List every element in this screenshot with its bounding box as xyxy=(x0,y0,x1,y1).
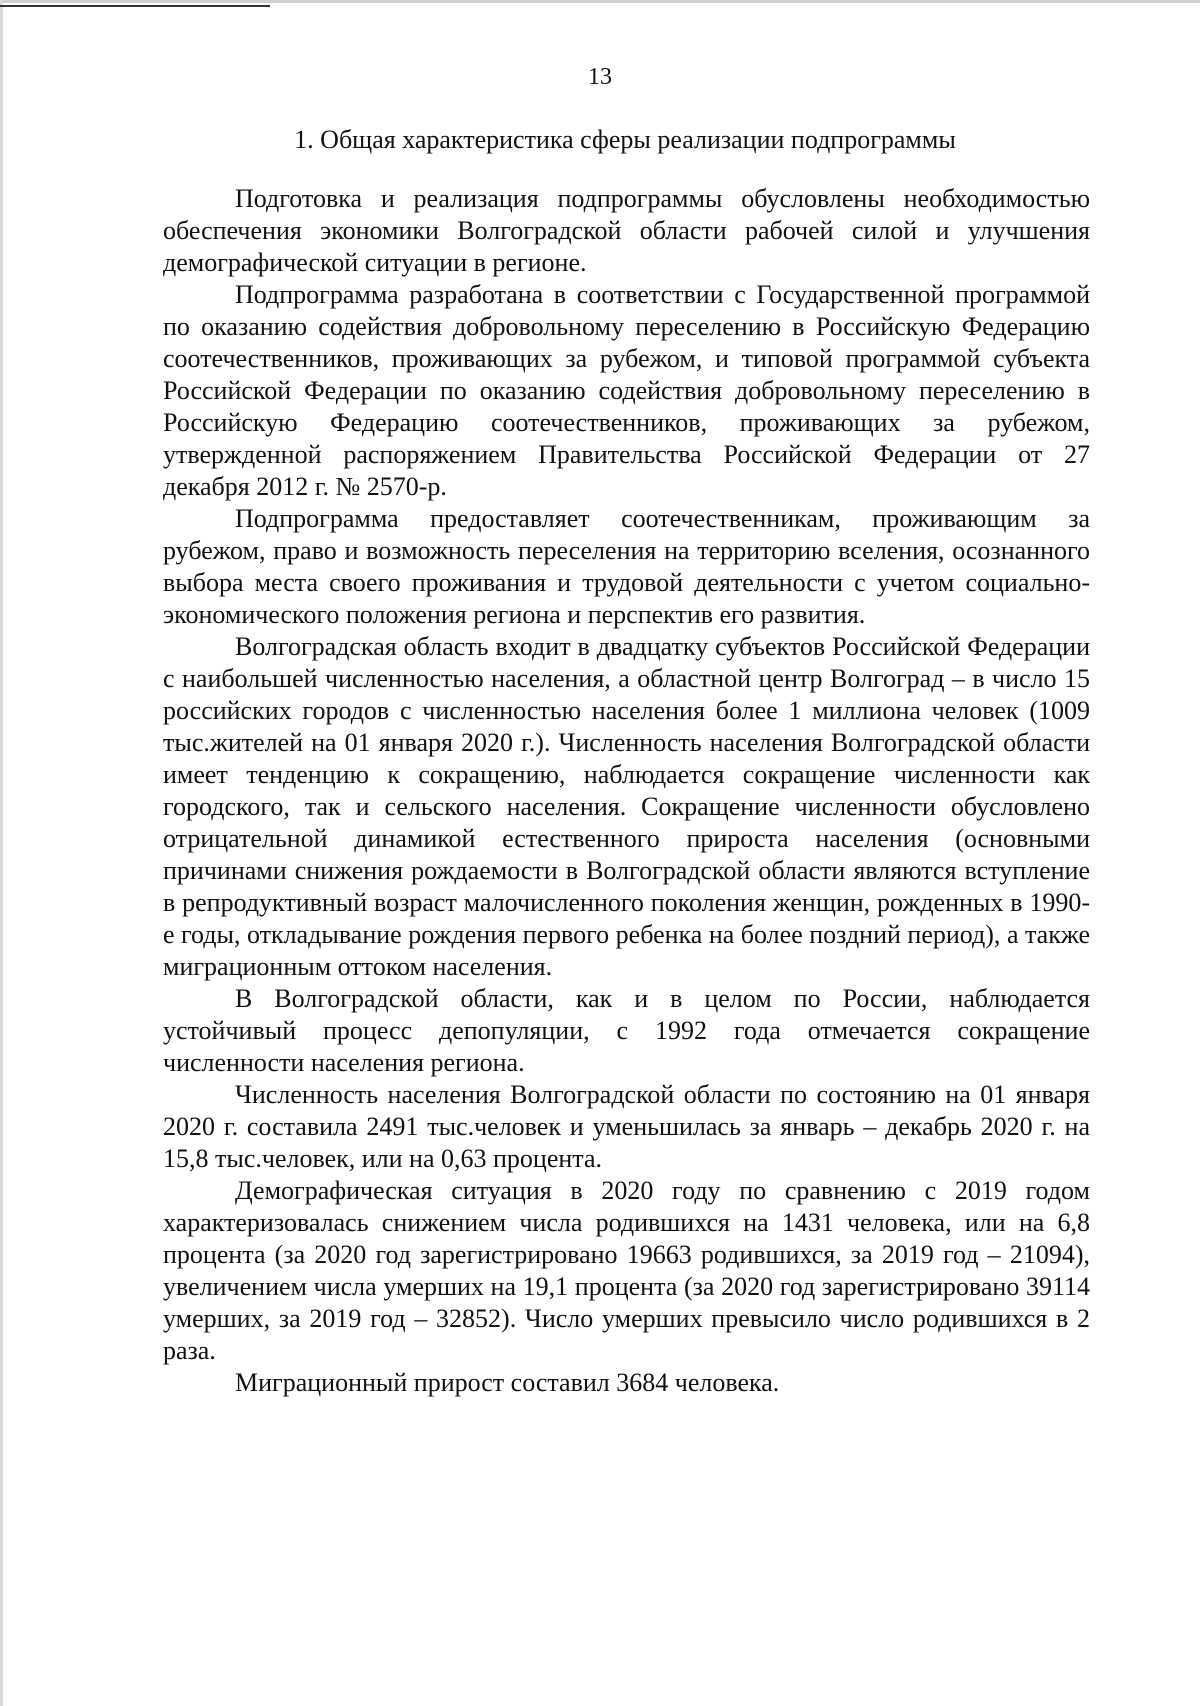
document-body xyxy=(163,183,1090,1399)
paragraph-1: Подготовка и реализация подпрограммы обусловлены необходимостью обеспечения экономики Волгоградской области рабочей силой и улучшения демографической ситуации в регионе. xyxy=(163,184,1090,277)
page-number: 13 xyxy=(588,64,612,90)
paragraph-6: Численность населения Волгоградской области по состоянию на 01 января 2020 г. составила 2491 тыс.человек и уменьшилась за январь – декабрь 2020 г. на 15,8 тыс.человек, или на 0,63 процента. xyxy=(163,1080,1090,1173)
scan-corner-mark xyxy=(0,5,270,7)
scan-edge-top xyxy=(0,0,1200,3)
section-heading: 1. Общая характеристика сферы реализации подпрограммы xyxy=(294,125,956,154)
paragraph-8: Миграционный прирост составил 3684 человека. xyxy=(235,1368,780,1397)
paragraph-4: Волгоградская область входит в двадцатку субъектов Российской Федерации с наибольшей численностью населения, а областной центр Волгоград – в число 15 российских городов с численностью населения более 1 миллиона человек (1009 тыс.жителей на 01 января 2020 г.). Численность населения Волгоградской области имеет тенденцию к сокращению, наблюдается сокращение численности как городского, так и сельского населения. Сокращение численности обусловлено отрицательной динамикой естественного прироста населения (основными причинами снижения рождаемости в Волгоградской области являются вступление в репродуктивный возраст малочисленного поколения женщин, рожденных в 1990-е годы, откладывание рождения первого ребенка на более поздний период), а также миграционным оттоком населения. xyxy=(163,632,1090,981)
paragraph-7: Демографическая ситуация в 2020 году по сравнению с 2019 годом характеризовалась снижением числа родившихся на 1431 человека, или на 6,8 процента (за 2020 год зарегистрировано 19663 родившихся, за 2019 год – 21094), увеличением числа умерших на 19,1 процента (за 2020 год зарегистрировано 39114 умерших, за 2019 год – 32852). Число умерших превысило число родившихся в 2 раза. xyxy=(163,1176,1090,1365)
scan-edge-left xyxy=(0,0,3,1706)
paragraph-3: Подпрограмма предоставляет соотечественникам, проживающим за рубежом, право и возможность переселения на территорию вселения, осознанного выбора места своего проживания и трудовой деятельности с учетом социально-экономического положения региона и перспектив его развития. xyxy=(163,504,1090,629)
paragraph-2: Подпрограмма разработана в соответствии с Государственной программой по оказанию содействия добровольному переселению в Российскую Федерацию соотечественников, проживающих за рубежом, и типовой программой субъекта Российской Федерации по оказанию содействия добровольному переселению в Российскую Федерацию соотечественников, проживающих за рубежом, утвержденной распоряжением Правительства Российской Федерации от 27 декабря 2012 г. № 2570-р. xyxy=(163,280,1090,501)
paragraph-5: В Волгоградской области, как и в целом по России, наблюдается устойчивый процесс депопуляции, с 1992 года отмечается сокращение численности населения региона. xyxy=(163,984,1090,1077)
